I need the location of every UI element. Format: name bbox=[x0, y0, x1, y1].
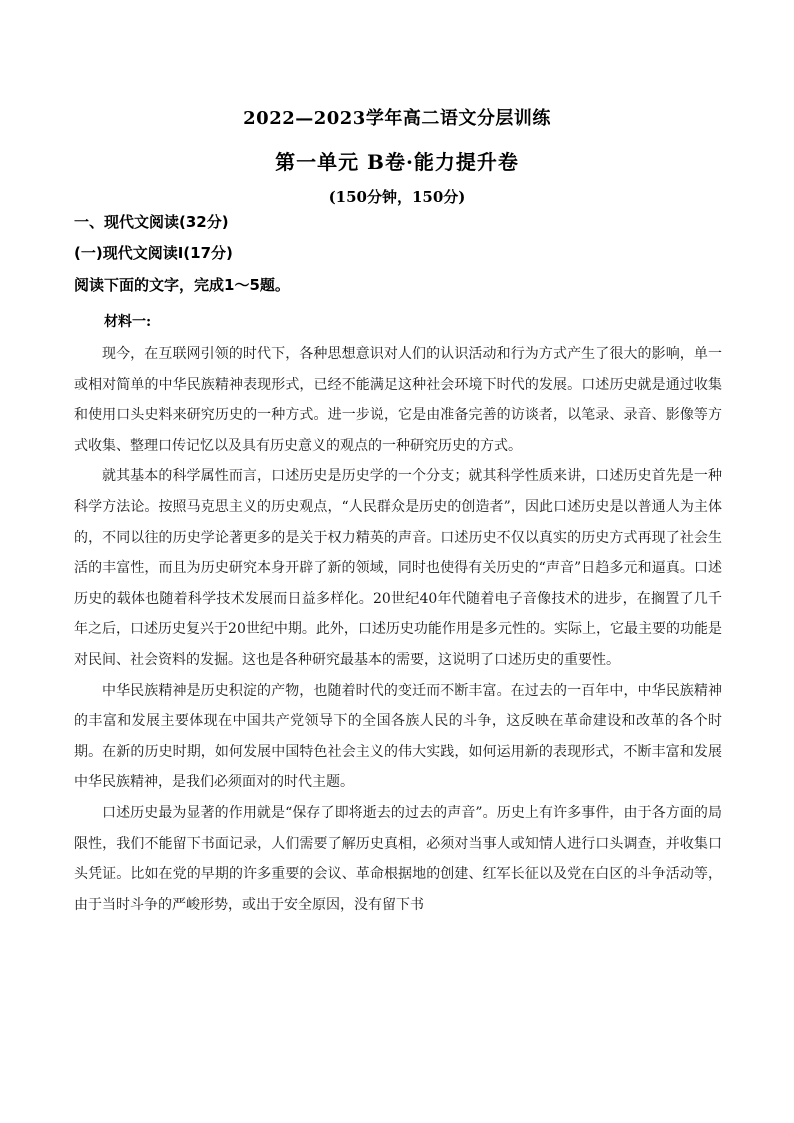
exam-meta: (150分钟，150分) bbox=[328, 188, 466, 206]
subsection-heading: (一)现代文阅读Ⅰ(17分) bbox=[74, 244, 233, 262]
paragraph: 中华民族精神是历史积淀的产物，也随着时代的变迁而不断丰富。在过去的一百年中，中华民族精神的丰富和发展主要体现在中国共产党领导下的全国各族人民的斗争，这反映在革命建设和改革的各个时期。在新的历史时期，如何发展中国特色社会主义的伟大实践，如何运用新的表现形式，不断丰富和发展中华民族精神，是我们必须面对的时代主题。 bbox=[74, 682, 722, 791]
section-heading: 一、现代文阅读(32分) bbox=[74, 213, 229, 231]
document-subtitle: 第一单元 B卷·能力提升卷 bbox=[275, 150, 519, 174]
reading-instruction: 阅读下面的文字，完成1～5题。 bbox=[74, 276, 290, 294]
material-label: 材料一: bbox=[104, 314, 152, 330]
material-body bbox=[74, 339, 722, 920]
paragraph: 口述历史最为显著的作用就是“保存了即将逝去的过去的声音”。历史上有许多事件，由于各方面的局限性，我们不能留下书面记录，人们需要了解历史真相，必须对当事人或知情人进行口头调查，并收集口头凭证。比如在党的早期的许多重要的会议、革命根据地的创建、红军长征以及党在白区的斗争活动等，由于当时斗争的严峻形势，或出于安全原因，没有留下书 bbox=[74, 804, 722, 913]
paragraph: 现今，在互联网引领的时代下，各种思想意识对人们的认识活动和行为方式产生了很大的影响，单一或相对简单的中华民族精神表现形式，已经不能满足这种社会环境下时代的发展。口述历史就是通过收集和使用口头史料来研究历史的一种方式。进一步说，它是由准备完善的访谈者，以笔录、录音、影像等方式收集、整理口传记忆以及具有历史意义的观点的一种研究历史的方式。 bbox=[74, 346, 722, 454]
paragraph: 就其基本的科学属性而言，口述历史是历史学的一个分支；就其科学性质来讲，口述历史首先是一种科学方法论。按照马克思主义的历史观点，“人民群众是历史的创造者”，因此口述历史是以普通人为主体的，不同以往的历史学论著更多的是关于权力精英的声音。口述历史不仅以真实的历史方式再现了社会生活的丰富性，而且为历史研究本身开辟了新的领域，同时也使得有关历史的“声音”日趋多元和逼真。口述历史的载体也随着科学技术发展而日益多样化。20世纪40年代随着电子音像技术的进步，在搁置了几千年之后，口述历史复兴于20世纪中期。此外，口述历史功能作用是多元性的。实际上，它最主要的功能是对民间、社会资料的发掘。这也是各种研究最基本的需要，这说明了口述历史的重要性。 bbox=[74, 468, 722, 668]
document-title: 2022—2023学年高二语文分层训练 bbox=[243, 108, 551, 129]
